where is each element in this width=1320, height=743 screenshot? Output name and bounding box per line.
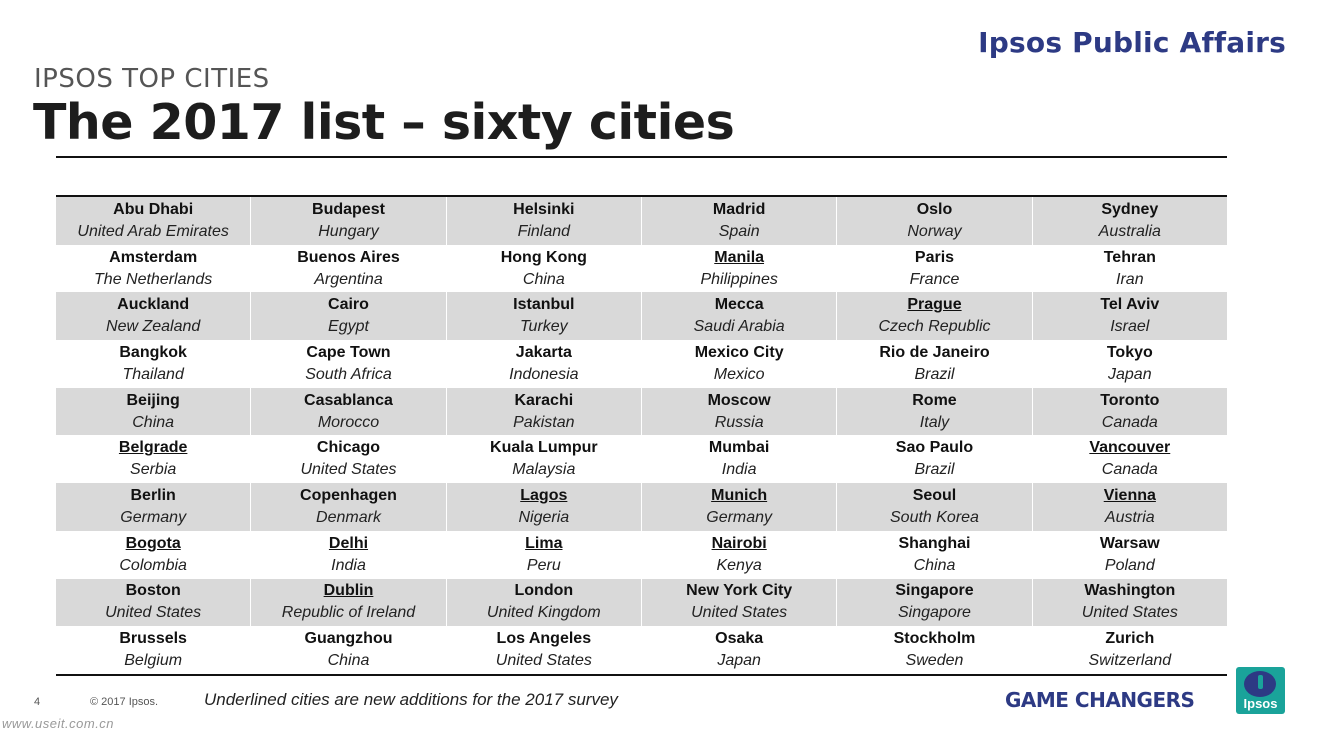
country-name: India — [331, 556, 366, 574]
country-name: Belgium — [124, 652, 183, 670]
city-name: Los Angeles — [496, 630, 592, 648]
city-cell — [56, 435, 250, 483]
city-cell — [446, 292, 641, 340]
city-cell — [56, 292, 250, 340]
city-cell — [641, 626, 836, 674]
city-cell — [56, 626, 250, 674]
city-cell — [641, 197, 836, 245]
country-name: Brazil — [914, 461, 955, 479]
country-name: United States — [1081, 604, 1178, 622]
city-cell — [250, 626, 445, 674]
country-name: Spain — [718, 222, 760, 240]
logo-text: Ipsos — [1243, 696, 1278, 711]
city-name: Seoul — [912, 486, 957, 504]
city-cell — [641, 579, 836, 627]
city-name: Rio de Janeiro — [879, 343, 990, 361]
country-name: Norway — [907, 222, 962, 240]
table-row — [56, 483, 1227, 531]
city-name: Paris — [914, 248, 955, 266]
country-name: South Africa — [305, 365, 392, 383]
city-name: Jakarta — [515, 343, 572, 361]
city-name: Brussels — [119, 630, 187, 648]
city-name: Kuala Lumpur — [490, 439, 598, 457]
city-cell — [1032, 435, 1227, 483]
country-name: United States — [495, 652, 592, 670]
city-cell — [250, 340, 445, 388]
city-cell — [1032, 197, 1227, 245]
country-name: China — [913, 556, 956, 574]
city-name: Stockholm — [893, 630, 976, 648]
city-name: Singapore — [895, 582, 974, 600]
table-row — [56, 388, 1227, 436]
city-name-new: Nairobi — [711, 534, 767, 552]
city-name-new: Belgrade — [118, 439, 188, 457]
city-name: New York City — [686, 582, 793, 600]
city-cell — [836, 245, 1031, 293]
city-name: Istanbul — [513, 296, 575, 314]
city-name: London — [514, 582, 574, 600]
table-row — [56, 531, 1227, 579]
country-name: Turkey — [519, 318, 568, 336]
country-name: Canada — [1101, 461, 1158, 479]
city-name: Cape Town — [306, 343, 391, 361]
country-name: Iran — [1116, 270, 1144, 288]
city-cell — [56, 531, 250, 579]
city-name: Mecca — [714, 296, 764, 314]
city-cell — [641, 292, 836, 340]
watermark: www.useit.com.cn — [2, 716, 115, 731]
city-cell — [446, 435, 641, 483]
country-name: China — [522, 270, 565, 288]
city-cell — [56, 579, 250, 627]
table-row — [56, 626, 1227, 674]
city-name: Buenos Aires — [297, 248, 400, 266]
country-name: Egypt — [328, 318, 369, 336]
country-name: Austria — [1104, 508, 1155, 526]
city-cell — [836, 483, 1031, 531]
logo-mark-icon — [1258, 675, 1263, 689]
section-overline: IPSOS TOP CITIES — [34, 64, 270, 94]
city-cell — [250, 531, 445, 579]
city-cell — [250, 245, 445, 293]
city-cell — [446, 340, 641, 388]
country-name: Italy — [919, 413, 950, 431]
city-cell — [446, 483, 641, 531]
city-cell — [56, 340, 250, 388]
city-cell — [56, 388, 250, 436]
city-name: Hong Kong — [500, 248, 587, 266]
city-name-new: Prague — [907, 296, 962, 314]
city-cell — [1032, 292, 1227, 340]
city-cell — [250, 388, 445, 436]
city-name: Helsinki — [513, 200, 575, 218]
city-name-new: Manila — [714, 248, 765, 266]
country-name: United Kingdom — [486, 604, 601, 622]
city-cell — [836, 197, 1031, 245]
country-name: New Zealand — [106, 318, 201, 336]
cities-table — [56, 195, 1227, 676]
city-name-new: Vienna — [1103, 486, 1156, 504]
country-name: United States — [105, 604, 202, 622]
copyright: © 2017 Ipsos. — [90, 696, 159, 708]
table-row — [56, 197, 1227, 245]
country-name: China — [132, 413, 175, 431]
city-cell — [641, 483, 836, 531]
city-name: Abu Dhabi — [113, 200, 194, 218]
city-name-new: Delhi — [328, 534, 369, 552]
city-cell — [1032, 579, 1227, 627]
city-cell — [836, 626, 1031, 674]
country-name: Peru — [526, 556, 561, 574]
city-cell — [836, 340, 1031, 388]
city-cell — [446, 245, 641, 293]
country-name: Hungary — [318, 222, 379, 240]
country-name: France — [909, 270, 960, 288]
city-cell — [250, 197, 445, 245]
city-cell — [641, 435, 836, 483]
country-name: Kenya — [716, 556, 762, 574]
city-cell — [446, 531, 641, 579]
country-name: Finland — [517, 222, 571, 240]
country-name: Argentina — [314, 270, 383, 288]
city-name-new: Vancouver — [1089, 439, 1171, 457]
table-row — [56, 340, 1227, 388]
city-name: Budapest — [312, 200, 385, 218]
country-name: Germany — [120, 508, 187, 526]
city-name-new: Lagos — [520, 486, 568, 504]
country-name: Brazil — [914, 365, 955, 383]
city-name: Warsaw — [1099, 534, 1160, 552]
city-name: Beijing — [126, 391, 180, 409]
country-name: Republic of Ireland — [281, 604, 416, 622]
country-name: Denmark — [316, 508, 381, 526]
country-name: Colombia — [119, 556, 187, 574]
country-name: Poland — [1104, 556, 1155, 574]
city-name: Bangkok — [119, 343, 187, 361]
city-cell — [836, 388, 1031, 436]
city-cell — [56, 483, 250, 531]
country-name: South Korea — [890, 508, 979, 526]
city-name: Cairo — [328, 296, 369, 314]
city-cell — [446, 579, 641, 627]
city-name: Madrid — [712, 200, 766, 218]
country-name: Czech Republic — [878, 318, 991, 336]
city-cell — [1032, 245, 1227, 293]
city-name: Shanghai — [898, 534, 971, 552]
city-name-new: Munich — [711, 486, 768, 504]
city-name: Oslo — [916, 200, 953, 218]
country-name: Indonesia — [509, 365, 579, 383]
country-name: Israel — [1110, 318, 1150, 336]
city-name: Sydney — [1101, 200, 1159, 218]
city-name: Chicago — [316, 439, 381, 457]
city-name-new: Lima — [525, 534, 563, 552]
city-cell — [56, 197, 250, 245]
tagline: GAME CHANGERS — [1005, 688, 1195, 712]
table-row — [56, 245, 1227, 293]
city-cell — [250, 292, 445, 340]
page-number: 4 — [34, 696, 41, 708]
country-name: Germany — [706, 508, 773, 526]
country-name: Serbia — [130, 461, 177, 479]
ipsos-logo — [1236, 667, 1285, 714]
city-cell — [446, 388, 641, 436]
country-name: United States — [691, 604, 788, 622]
country-name: Russia — [714, 413, 764, 431]
country-name: Saudi Arabia — [693, 318, 785, 336]
city-name: Berlin — [130, 486, 176, 504]
country-name: United States — [300, 461, 397, 479]
city-cell — [1032, 483, 1227, 531]
city-name: Tehran — [1103, 248, 1156, 266]
city-name-new: Bogota — [125, 534, 181, 552]
title-divider — [56, 156, 1227, 158]
city-name: Karachi — [514, 391, 574, 409]
city-name: Copenhagen — [300, 486, 397, 504]
city-cell — [1032, 531, 1227, 579]
table-row — [56, 435, 1227, 483]
city-name: Toronto — [1100, 391, 1160, 409]
footnote: Underlined cities are new additions for the 2017 survey — [204, 690, 618, 709]
city-name: Rome — [912, 391, 957, 409]
country-name: Japan — [717, 652, 761, 670]
city-name: Boston — [125, 582, 181, 600]
city-cell — [250, 435, 445, 483]
city-cell — [56, 245, 250, 293]
country-name: Nigeria — [518, 508, 570, 526]
city-name: Guangzhou — [304, 630, 393, 648]
city-name: Casablanca — [304, 391, 393, 409]
city-cell — [446, 197, 641, 245]
city-name: Auckland — [117, 296, 190, 314]
city-cell — [250, 483, 445, 531]
country-name: Thailand — [122, 365, 184, 383]
country-name: Singapore — [898, 604, 971, 622]
city-name: Zurich — [1105, 630, 1155, 648]
city-cell — [641, 245, 836, 293]
city-cell — [836, 579, 1031, 627]
city-name: Mexico City — [694, 343, 784, 361]
table-row — [56, 292, 1227, 340]
city-name: Washington — [1084, 582, 1176, 600]
city-cell — [1032, 626, 1227, 674]
city-cell — [836, 435, 1031, 483]
country-name: Mexico — [713, 365, 765, 383]
city-cell — [836, 531, 1031, 579]
country-name: Canada — [1101, 413, 1158, 431]
city-name: Mumbai — [708, 439, 770, 457]
city-cell — [836, 292, 1031, 340]
city-name-new: Dublin — [323, 582, 374, 600]
city-cell — [1032, 340, 1227, 388]
city-cell — [1032, 388, 1227, 436]
country-name: Japan — [1108, 365, 1152, 383]
country-name: The Netherlands — [94, 270, 213, 288]
city-name: Amsterdam — [109, 248, 198, 266]
city-name: Osaka — [715, 630, 764, 648]
country-name: Sweden — [905, 652, 964, 670]
country-name: United Arab Emirates — [77, 222, 229, 240]
brand-title: Ipsos Public Affairs — [978, 26, 1286, 59]
city-cell — [641, 388, 836, 436]
country-name: Pakistan — [513, 413, 575, 431]
table-row — [56, 579, 1227, 627]
country-name: Morocco — [317, 413, 380, 431]
city-name: Tel Aviv — [1100, 296, 1160, 314]
city-cell — [641, 340, 836, 388]
city-cell — [250, 579, 445, 627]
country-name: Australia — [1098, 222, 1161, 240]
city-name: Tokyo — [1106, 343, 1153, 361]
country-name: Switzerland — [1088, 652, 1172, 670]
city-cell — [641, 531, 836, 579]
country-name: Philippines — [700, 270, 778, 288]
city-cell — [446, 626, 641, 674]
city-name: Sao Paulo — [895, 439, 974, 457]
country-name: China — [327, 652, 370, 670]
city-name: Moscow — [707, 391, 771, 409]
country-name: India — [721, 461, 757, 479]
country-name: Malaysia — [512, 461, 576, 479]
page-title: The 2017 list – sixty cities — [33, 94, 735, 151]
